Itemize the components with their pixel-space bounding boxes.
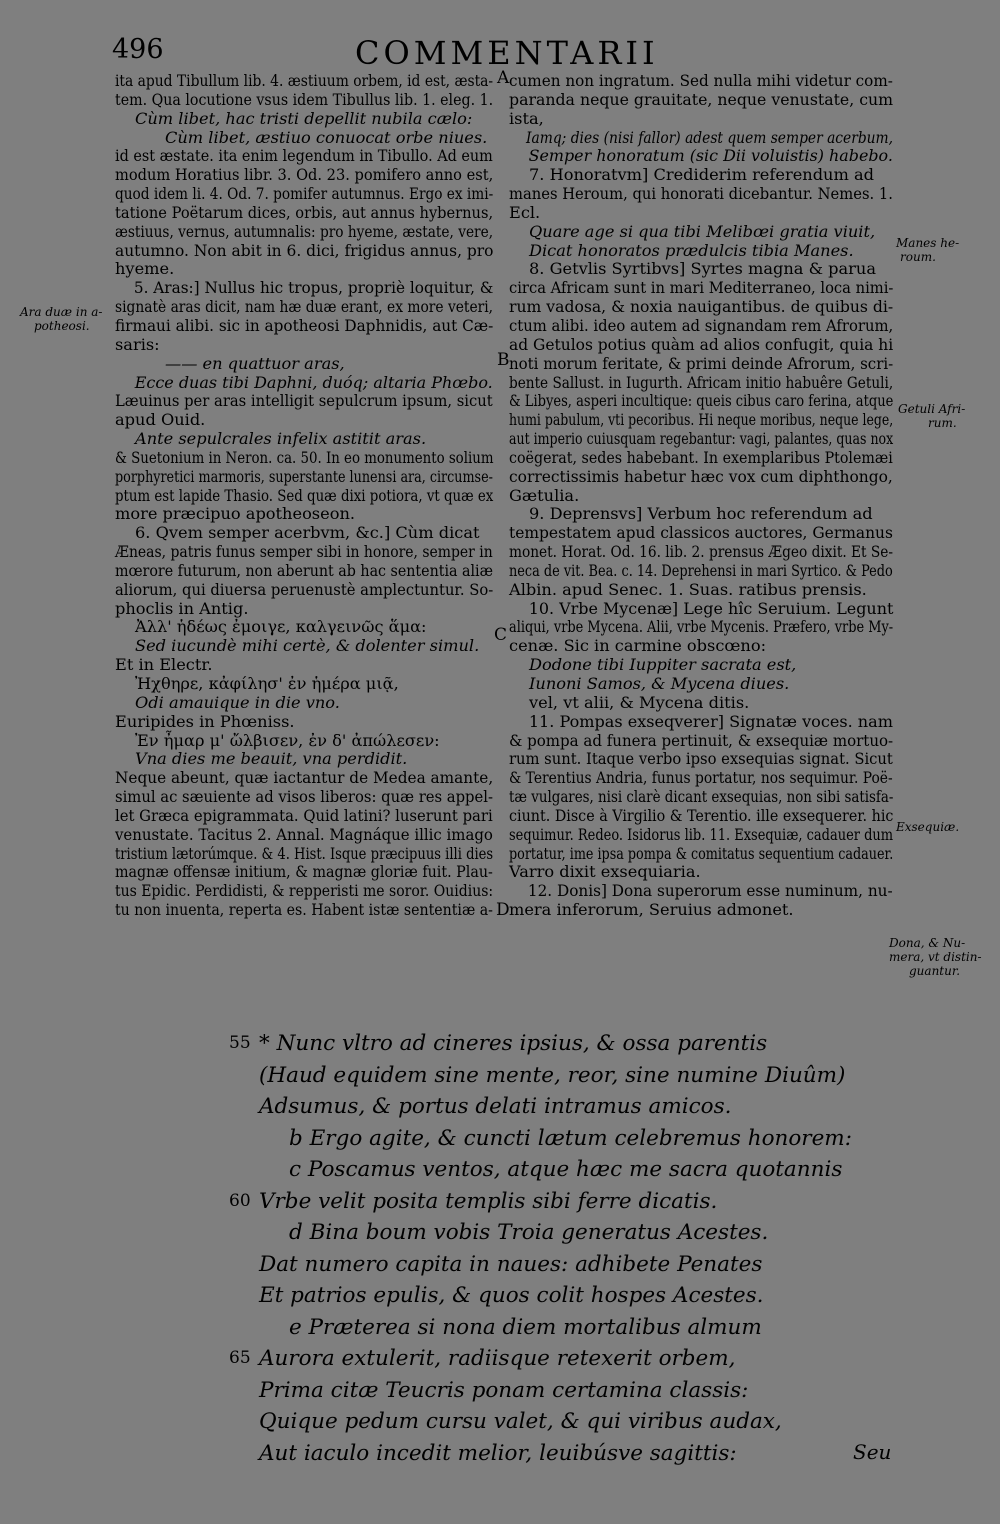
text-line: signatè aras dicit, nam hæ duæ erant, ex more veteri, (115, 297, 494, 317)
text-line: & Terentius Andria, funus portatur, nos sequimur. Poë- (509, 768, 893, 788)
text-line: simul ac sæuiente ad visos liberos: quæ res appel- (115, 787, 493, 807)
text-line: Gætulia. (509, 485, 580, 505)
text-line: ctum alibi. ideo autem ad signandam rem Afrorum, (509, 315, 894, 335)
margin-note-line: Ara duæ in a- (20, 305, 103, 319)
text-line: Ante sepulcrales infelix astitit aras. (135, 429, 427, 449)
text-line: saris: (115, 334, 160, 354)
text-line: ad Getulos potius quàm ad alios confugit, quia hi (509, 334, 894, 354)
section-letter-c: C (494, 625, 508, 645)
text-line: Odi amauique in die vno. (135, 692, 340, 712)
verse-text: (Haud equidem sine mente, reor, sine numine Diuûm) (259, 1062, 846, 1088)
text-line: aliorum, qui diuersa peruenustè amplectuntur. So- (115, 579, 494, 599)
verse-text: Dat numero capita in naues: adhibete Penates (259, 1251, 763, 1277)
text-line: 11. Pompas exseqverer] Signatæ voces. nam (528, 711, 893, 731)
text-line: Sed iucundè mihi certè, & dolenter simul. (135, 636, 480, 656)
right-commentary-column (509, 72, 893, 920)
text-line: Læuinus per aras intelligit sepulcrum ipsum, sicut (115, 391, 493, 411)
text-line: Ecl. (509, 202, 541, 222)
text-line: apud Ouid. (115, 410, 206, 430)
text-line: quod idem li. 4. Od. 7. pomifer autumnus. Ergo ex imi- (115, 184, 494, 204)
text-line: 9. Deprensvs] Verbum hoc referendum ad (529, 504, 873, 524)
text-line: noti morum feritate, & primi deinde Afrorum, scri- (509, 353, 894, 373)
text-line: ista, (509, 108, 544, 128)
text-line: id est æstate. ita enim legendum in Tibullo. Ad eum (115, 146, 493, 166)
right-margin-note-exsequiae (896, 820, 959, 834)
text-line: —— en quattuor aras, (165, 353, 345, 373)
section-letter-a: A (497, 68, 510, 88)
text-line: Dicat honoratos prædulcis tibia Manes. (529, 240, 854, 260)
text-line: humi pabulum, vti pecoribus. Hi neque moribus, neque lege, (509, 410, 894, 430)
text-line: Æneas, patris funus semper sibi in honore, semper in (115, 542, 493, 562)
text-line: Ἐν ἦμαρ μ' ὤλβισεν, ἐν δ' ἀπώλεσεν: (135, 730, 440, 750)
verse-text: Aut iaculo incedit melior, leuibúsve sagittis: (259, 1440, 737, 1466)
text-line: æstiuus, vernus, autumnalis: pro hyeme, æstate, vere, (115, 221, 494, 241)
text-line: tus Epidic. Perdidisti, & repperisti me soror. Ouidius: (115, 881, 494, 901)
right-margin-note-manes (896, 236, 959, 264)
text-line: neca de vit. Bea. c. 14. Deprehensi in mari Syrtico. & Pedo (509, 560, 893, 580)
text-line: Et in Electr. (115, 655, 213, 675)
text-line: rum vadosa, & noxia nauigantibus. de quibus di- (509, 297, 894, 317)
verse-text: b Ergo agite, & cuncti lætum celebremus honorem: (289, 1125, 852, 1151)
left-commentary-column (115, 72, 493, 920)
text-line: 7. Honoratvm] Crediderim referendum ad (529, 165, 874, 185)
verse-text: d Bina boum vobis Troia generatus Acestes. (289, 1220, 769, 1245)
text-line: Vna dies me beauit, vna perdidit. (135, 749, 408, 769)
text-line: Ecce duas tibi Daphni, duóq; altaria Phœbo. (134, 372, 493, 392)
text-line: hyeme. (115, 259, 175, 279)
text-line: Ἀλλ' ἡδέως ἐμοιγε, καλγεινῶς ἅμα: (135, 617, 427, 637)
text-line: ciunt. Disce à Virgilio & Terentio. ille exsequerer. hic (509, 805, 894, 825)
right-margin-note-dona (889, 936, 982, 978)
text-line: & Libyes, asperi incultique: queis cibus caro ferina, atque (509, 391, 894, 411)
line-number: 60 (229, 1190, 251, 1211)
text-line: tu non inuenta, reperta es. Habent istæ sententiæ a- (115, 900, 493, 920)
text-line: Quare age si qua tibi Melibœi gratia viuit, (529, 221, 876, 241)
margin-note-line: guantur. (909, 964, 961, 978)
text-line: & pompa ad funera pertinuit, & exsequiæ mortuo- (509, 730, 894, 750)
text-line: phoclis in Antig. (115, 598, 249, 618)
margin-note-line: mera, vt distin- (889, 950, 982, 964)
text-line: rum sunt. Itaque verbo ipso exsequias signat. Sicut (509, 749, 893, 769)
text-line: cenæ. Sic in carmine obscœno: (509, 636, 767, 656)
text-line: vel, vt alii, & Mycena ditis. (529, 692, 750, 712)
text-line: mœrore futurum, non aberunt ab hac sententia aliæ (115, 560, 493, 580)
text-line: tempestatem apud classicos auctores, Germanus (509, 523, 893, 543)
verse-text: Et patrios epulis, & quos colit hospes Acestes. (259, 1283, 764, 1308)
margin-note-line: Manes he- (896, 236, 960, 250)
text-line: Cùm libet, hac tristi depellit nubila cælo: (135, 108, 473, 128)
line-number: 65 (229, 1348, 251, 1368)
text-line: manes Heroum, qui honorati dicebantur. Nemes. 1. (509, 184, 893, 204)
verse-text: Prima citæ Teucris ponam certamina classis: (259, 1377, 749, 1403)
text-line: tatione Poëtarum dices, orbis, aut annus hybernus, (115, 202, 494, 222)
line-number: 55 (229, 1033, 251, 1053)
text-line: ita apud Tibullum lib. 4. æstiuum orbem, id est, æsta- (115, 71, 494, 90)
text-line: coëgerat, sedes habebant. In exemplaribus Ptolemæi (509, 447, 893, 467)
verse-text: c Poscamus ventos, atque hæc me sacra quotannis (289, 1157, 843, 1182)
running-title: COMMENTARII (355, 34, 659, 72)
text-line: Albin. apud Senec. 1. Suas. ratibus prensis. (509, 579, 867, 599)
text-line: 10. Vrbe Mycenæ] Lege hîc Seruium. Legunt (528, 598, 894, 618)
text-line: cumen non ingratum. Sed nulla mihi videtur com- (509, 71, 893, 90)
margin-note-line: Exsequiæ. (896, 820, 960, 834)
section-letter-b: B (497, 350, 510, 370)
verse-text: e Præterea si nona diem mortalibus almum (289, 1314, 762, 1340)
text-line: Iamq; dies (nisi fallor) adest quem semper acerbum, (526, 127, 894, 147)
page-number: 496 (112, 34, 164, 65)
text-line: & Suetonium in Neron. ca. 50. In eo monumento solium (115, 447, 494, 467)
text-line: aliqui, vrbe Mycena. Alii, vrbe Mycenis. Præfero, vrbe My- (509, 617, 894, 637)
verse-text: Adsumus, & portus delati intramus amicos. (259, 1094, 732, 1119)
text-line: magnæ offensæ initium, & magnæ gloriæ fuit. Plau- (115, 862, 493, 882)
verse-text: Aurora extulerit, radiisque retexerit orbem, (259, 1346, 736, 1371)
margin-note-line: Getuli Afri- (898, 402, 966, 416)
text-line: porphyretici marmoris, superstante lunensi ara, circumse- (115, 466, 493, 486)
text-line: monet. Horat. Od. 16. lib. 2. prensus Ægeo dixit. Et Se- (509, 542, 894, 562)
text-line: Neque abeunt, quæ iactantur de Medea amante, (115, 768, 494, 788)
text-line: modum Horatius libr. 3. Od. 23. pomifero anno est, (115, 165, 494, 185)
text-line: circa Africam sunt in mari Mediterraneo, loca nimi- (509, 278, 894, 298)
margin-note-line: rum. (928, 416, 957, 430)
left-margin-note (20, 305, 102, 333)
catchword: Seu (853, 1440, 892, 1464)
text-line: sequimur. Redeo. Isidorus lib. 11. Exsequiæ, cadauer dum (509, 824, 894, 844)
text-line: aut imperio cuiusquam regebantur: vagi, palantes, quas nox (509, 429, 894, 449)
text-line: tæ vulgares, nisi clarè dicant exsequias, non sibi satisfa- (509, 787, 894, 807)
text-line: Semper honoratum (sic Dii voluistis) habebo. (528, 146, 893, 166)
text-line: 6. Qvem semper acerbvm, &c.] Cùm dicat (135, 523, 480, 543)
text-line: tem. Qua locutione vsus idem Tibullus lib. 1. eleg. 1. (115, 89, 494, 109)
text-line: portatur, ime ipsa pompa & comitatus sequentium cadauer. (509, 843, 894, 863)
margin-note-line: Dona, & Nu- (889, 936, 966, 950)
text-line: let Græca epigrammata. Quid latini? luserunt pari (115, 805, 493, 825)
text-line: Cùm libet, æstiuo conuocat orbe niues. (165, 127, 488, 147)
text-line: Euripides in Phœniss. (115, 711, 295, 731)
text-line: more præcipuo apotheoseon. (115, 504, 356, 524)
section-letter-d: D (496, 900, 510, 920)
text-line: tristium lætorúmque. & 4. Hist. Isque præcipuus illi dies (115, 843, 494, 863)
text-line: ptum est lapide Thasio. Sed quæ dixi potiora, vt quæ ex (115, 485, 494, 505)
text-line: Dodone tibi Iuppiter sacrata est, (529, 655, 797, 675)
text-line: venustate. Tacitus 2. Annal. Magnáque illic imago (115, 824, 493, 844)
text-line: autumno. Non abit in 6. dici, frigidus annus, pro (115, 240, 494, 260)
verse-text: * Nunc vltro ad cineres ipsius, & ossa parentis (259, 1031, 768, 1056)
margin-note-line: roum. (900, 250, 936, 264)
text-line: paranda neque grauitate, neque venustate, cum (509, 89, 894, 109)
text-line: 8. Getvlis Syrtibvs] Syrtes magna & parua (529, 259, 876, 279)
text-line: 12. Donis] Dona superorum esse numinum, nu- (527, 881, 893, 901)
text-line: bente Sallust. in Iugurth. Africam initio habuêre Getuli, (509, 372, 894, 392)
text-line: Varro dixit exsequiaria. (509, 862, 701, 882)
right-margin-note-getuli (898, 402, 965, 430)
text-line: Iunoni Samos, & Mycena diues. (529, 674, 790, 693)
margin-note-line: potheosi. (34, 319, 90, 333)
verse-text: Vrbe velit posita templis sibi ferre dicatis. (259, 1188, 718, 1214)
text-line: Ἠχθηρε, κἀφίλησ' ἐν ἡμέρα μιᾷ, (135, 674, 399, 693)
text-line: correctissimis habetur hæc vox cum diphthongo, (509, 466, 893, 486)
text-line: firmaui alibi. sic in apotheosi Daphnidis, aut Cæ- (115, 315, 494, 335)
text-line: mera inferorum, Seruius admonet. (509, 900, 794, 920)
text-line: 5. Aras:] Nullus hic tropus, propriè loquitur, & (133, 278, 494, 298)
verse-text: Quique pedum cursu valet, & qui viribus audax, (259, 1409, 782, 1434)
